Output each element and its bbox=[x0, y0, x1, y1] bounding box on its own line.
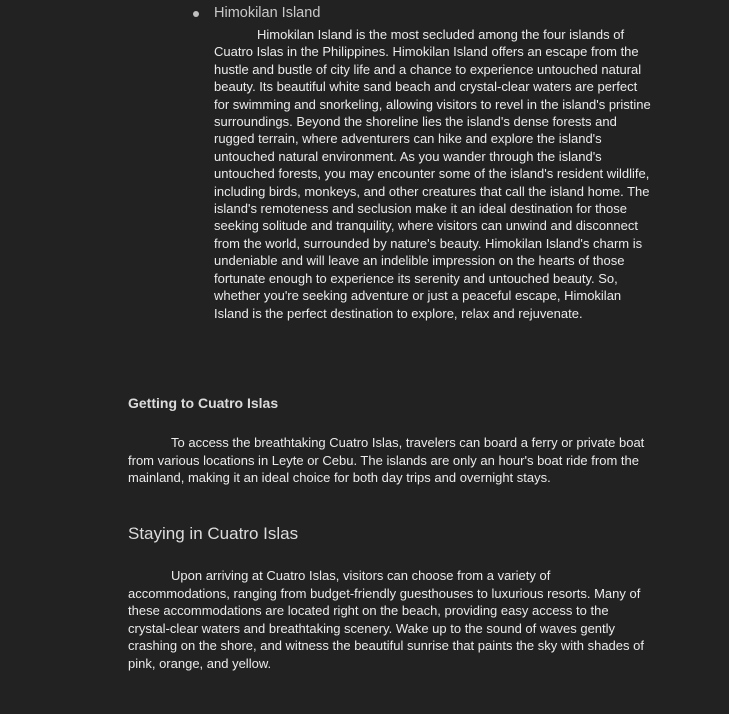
section-heading-staying: Staying in Cuatro Islas bbox=[128, 524, 299, 543]
island-description: Himokilan Island is the most secluded among the four islands of Cuatro Islas in the Philippines. Himokilan Island offers an escape from the hustle and bustle of city life and a chance to experience untouched natural beauty. Its beautiful white sand beach and crystal-clear waters are perfect for swimming and snorkeling, allowing visitors to revel in the island's pristine surroundings. Beyond the shoreline lies the island's dense forests and rugged terrain, where adventurers can hike and explore the island's untouched natural environment. As you wander through the island's untouched forests, you may encounter some of the island's resident wildlife, including birds, monkeys, and other creatures that call the island home. The island's remoteness and seclusion make it an ideal destination for those seeking solitude and tranquility, where visitors can unwind and disconnect from the world, surrounded by nature's beauty. Himokilan Island's charm is undeniable and will leave an indelible impression on the hearts of those fortunate enough to experience its serenity and untouched beauty. So, whether you're seeking adventure or just a peaceful escape, Himokilan Island is the perfect destination to explore, relax and rejuvenate. bbox=[214, 27, 651, 321]
bullet-dot-icon bbox=[193, 11, 199, 17]
bullet-list-item bbox=[193, 3, 320, 23]
section-heading-getting: Getting to Cuatro Islas bbox=[128, 395, 279, 411]
island-title: Himokilan Island bbox=[214, 5, 321, 21]
getting-paragraph: To access the breathtaking Cuatro Islas, travelers can board a ferry or private boat from various locations in Leyte or Cebu. The islands are only an hour's boat ride from the mainland, making it an ideal choice for both day trips and overnight stays. bbox=[128, 435, 645, 485]
staying-paragraph: Upon arriving at Cuatro Islas, visitors can choose from a variety of accommodations, ranging from budget-friendly guesthouses to luxurious resorts. Many of these accommodations are located right on the beach, providing easy access to the crystal-clear waters and breathtaking scenery. Wake up to the sound of waves gently crashing on the shore, and witness the beautiful sunrise that paints the sky with shades of pink, orange, and yellow. bbox=[128, 568, 644, 671]
